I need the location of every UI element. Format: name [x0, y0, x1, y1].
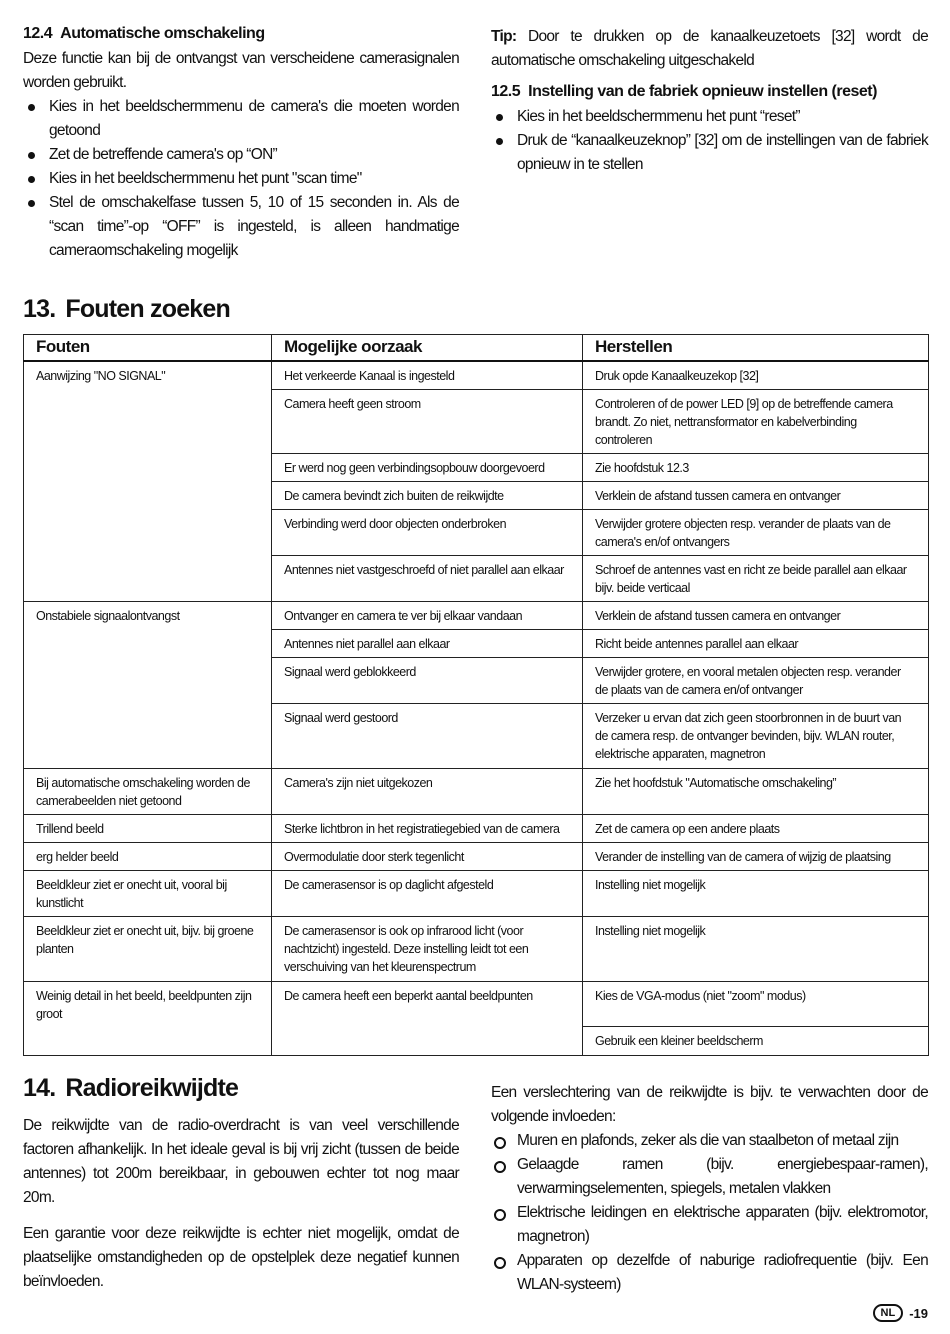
cause-cell: De camerasensor is op daglicht afgesteld [272, 870, 583, 916]
paragraph: Een garantie voor deze reikwijdte is echter niet mogelijk, omdat de plaatselijke omstandigheden op de opstelplek deze negatief kunnen beïnvloeden. [23, 1225, 459, 1290]
page-number: -19 [909, 1305, 928, 1321]
paragraph: De reikwijdte van de radio-overdracht is van veel verschillende factoren afhankelijk. In het ideale geval is bij vrij zicht (tussen de beide antennes) tot 200m bereikbaar, in gebouwen echter tot nog maar 20m. [23, 1117, 459, 1206]
cause-cell: Sterke lichtbron in het registratiegebied van de camera [272, 814, 583, 842]
remedy-cell: Gebruik een kleiner beeldscherm [583, 1027, 929, 1056]
table-row [24, 1027, 929, 1056]
section-intro: Deze functie kan bij de ontvangst van verscheidene camerasignalen worden gebruikt. [23, 50, 459, 91]
table-row [24, 509, 929, 555]
cause-cell: De camera heeft een beperkt aantal beeldpunten [272, 981, 583, 1027]
page-footer [873, 1304, 928, 1322]
list-item: Gelaagde ramen (bijv. energiebespaar-ramen), verwarmingselementen, spiegels, metalen vlakken [491, 1153, 928, 1201]
table-row [24, 361, 929, 390]
fault-cell [24, 629, 272, 657]
cause-cell: Verbinding werd door objecten onderbroken [272, 509, 583, 555]
section-title: Automatische omschakeling [60, 25, 265, 42]
remedy-cell: Verzeker u ervan dat zich geen stoorbronnen in de buurt van de camera resp. de ontvanger bevinden, bijv. WLAN router, elektrische apparaten, magnetron [583, 703, 929, 768]
remedy-cell: Kies de VGA-modus (niet "zoom" modus) [583, 981, 929, 1027]
column-header: Mogelijke oorzaak [272, 335, 583, 361]
fault-cell: Aanwijzing "NO SIGNAL" [24, 361, 272, 390]
list-item: Muren en plafonds, zeker als die van staalbeton of metaal zijn [491, 1129, 928, 1153]
section-title: Instelling van de fabriek opnieuw instellen (reset) [528, 83, 877, 100]
cause-cell: Het verkeerde Kanaal is ingesteld [272, 361, 583, 390]
remedy-cell: Druk opde Kanaalkeuzekop [32] [583, 361, 929, 390]
cause-cell: Antennes niet parallel aan elkaar [272, 629, 583, 657]
list-item: Stel de omschakelfase tussen 5, 10 of 15 seconden in. Als de “scan time”-op “OFF” is ingesteld, is alleen handmatige cameraomschakeling mogelijk [23, 191, 459, 263]
language-badge: NL [873, 1304, 904, 1322]
remedy-cell: Instelling niet mogelijk [583, 870, 929, 916]
list-item: Kies in het beeldschermmenu het punt “reset” [491, 105, 928, 129]
cause-cell: Camera's zijn niet uitgekozen [272, 768, 583, 814]
fault-cell: Weinig detail in het beeld, beeldpunten zijn groot [24, 981, 272, 1027]
remedy-cell: Verander de instelling van de camera of wijzig de plaatsing [583, 842, 929, 870]
fault-cell [24, 1027, 272, 1056]
fault-cell [24, 389, 272, 453]
fault-cell: Beeldkleur ziet er onecht uit, bijv. bij groene planten [24, 916, 272, 981]
tip-text: Door te drukken op de kanaalkeuzetoets [32] wordt de automatische omschakeling uitgeschakeld [491, 28, 928, 69]
tip-and-section-12-5 [491, 25, 928, 177]
section-title: Radioreikwijdte [65, 1074, 239, 1102]
fault-cell [24, 509, 272, 555]
fault-cell: Beeldkleur ziet er onecht uit, vooral bij kunstlicht [24, 870, 272, 916]
list-item: Kies in het beeldschermmenu het punt "scan time" [23, 167, 459, 191]
list-item: Apparaten op dezelfde of naburige radiofrequentie (bijv. Een WLAN-systeem) [491, 1249, 928, 1297]
troubleshooting-table [23, 334, 929, 1056]
section-number: 12.4 [23, 25, 53, 42]
column-header: Herstellen [583, 335, 929, 361]
list-item: Elektrische leidingen en elektrische apparaten (bijv. elektromotor, magnetron) [491, 1201, 928, 1249]
table-header-row [24, 335, 929, 361]
table-row [24, 555, 929, 601]
section-12-4 [23, 25, 459, 263]
cause-cell: De camerasensor is ook op infrarood licht (voor nachtzicht) ingesteld. Deze instelling leidt tot een verschuiving van het kleurenspectrum [272, 916, 583, 981]
remedy-cell: Instelling niet mogelijk [583, 916, 929, 981]
cause-cell: Signaal werd gestoord [272, 703, 583, 768]
cause-cell: De camera bevindt zich buiten de reikwijdte [272, 481, 583, 509]
section-14-heading [23, 1074, 238, 1103]
remedy-cell: Verklein de afstand tussen camera en ontvanger [583, 601, 929, 629]
fault-cell: erg helder beeld [24, 842, 272, 870]
table-row [24, 916, 929, 981]
cause-cell: Er werd nog geen verbindingsopbouw doorgevoerd [272, 453, 583, 481]
table-row [24, 814, 929, 842]
section-number: 13. [23, 295, 56, 323]
section-14-right [491, 1081, 928, 1297]
paragraph: Een verslechtering van de reikwijdte is bijv. te verwachten door de volgende invloeden: [491, 1084, 928, 1125]
section-number: 12.5 [491, 83, 521, 100]
table-row [24, 768, 929, 814]
fault-cell: Onstabiele signaalontvangst [24, 601, 272, 629]
section-14-left [23, 1114, 459, 1294]
section-heading [491, 83, 928, 101]
tip-label: Tip: [491, 28, 517, 45]
table-row [24, 657, 929, 703]
cause-cell: Camera heeft geen stroom [272, 389, 583, 453]
remedy-cell: Controleren of de power LED [9] op de betreffende camera brandt. Zo niet, nettransformator en kabelverbinding controleren [583, 389, 929, 453]
remedy-cell: Zie het hoofdstuk "Automatische omschakeling” [583, 768, 929, 814]
table-row [24, 601, 929, 629]
list-item: Zet de betreffende camera's op “ON” [23, 143, 459, 167]
section-13-heading [23, 295, 230, 324]
remedy-cell: Zet de camera op een andere plaats [583, 814, 929, 842]
section-heading [23, 25, 459, 43]
table-row [24, 981, 929, 1027]
cause-cell: Signaal werd geblokkeerd [272, 657, 583, 703]
bullet-list [491, 1129, 928, 1297]
remedy-cell: Verwijder grotere objecten resp. verander de plaats van de camera's en/of ontvangers [583, 509, 929, 555]
cause-cell: Overmodulatie door sterk tegenlicht [272, 842, 583, 870]
cause-cell: Ontvanger en camera te ver bij elkaar vandaan [272, 601, 583, 629]
table-row [24, 870, 929, 916]
section-title: Fouten zoeken [65, 295, 230, 323]
table-row [24, 703, 929, 768]
table-row [24, 453, 929, 481]
tip-paragraph [491, 25, 928, 73]
cause-cell: Antennes niet vastgeschroefd of niet parallel aan elkaar [272, 555, 583, 601]
table-row [24, 481, 929, 509]
bullet-list [23, 95, 459, 263]
remedy-cell: Schroef de antennes vast en richt ze beide parallel aan elkaar bijv. beide verticaal [583, 555, 929, 601]
fault-cell [24, 555, 272, 601]
column-header: Fouten [24, 335, 272, 361]
list-item: Druk de “kanaalkeuzeknop” [32] om de instellingen van de fabriek opnieuw in te stellen [491, 129, 928, 177]
remedy-cell: Verwijder grotere, en vooral metalen objecten resp. verander de plaats van de camera en/of ontvanger [583, 657, 929, 703]
table-row [24, 389, 929, 453]
fault-cell [24, 481, 272, 509]
fault-cell [24, 453, 272, 481]
table-row [24, 629, 929, 657]
remedy-cell: Verklein de afstand tussen camera en ontvanger [583, 481, 929, 509]
cause-cell [272, 1027, 583, 1056]
section-number: 14. [23, 1074, 56, 1102]
list-item: Kies in het beeldschermmenu de camera's die moeten worden getoond [23, 95, 459, 143]
fault-cell: Trillend beeld [24, 814, 272, 842]
bullet-list [491, 105, 928, 177]
remedy-cell: Richt beide antennes parallel aan elkaar [583, 629, 929, 657]
fault-cell: Bij automatische omschakeling worden de camerabeelden niet getoond [24, 768, 272, 814]
table-row [24, 842, 929, 870]
remedy-cell: Zie hoofdstuk 12.3 [583, 453, 929, 481]
fault-cell [24, 657, 272, 703]
fault-cell [24, 703, 272, 768]
